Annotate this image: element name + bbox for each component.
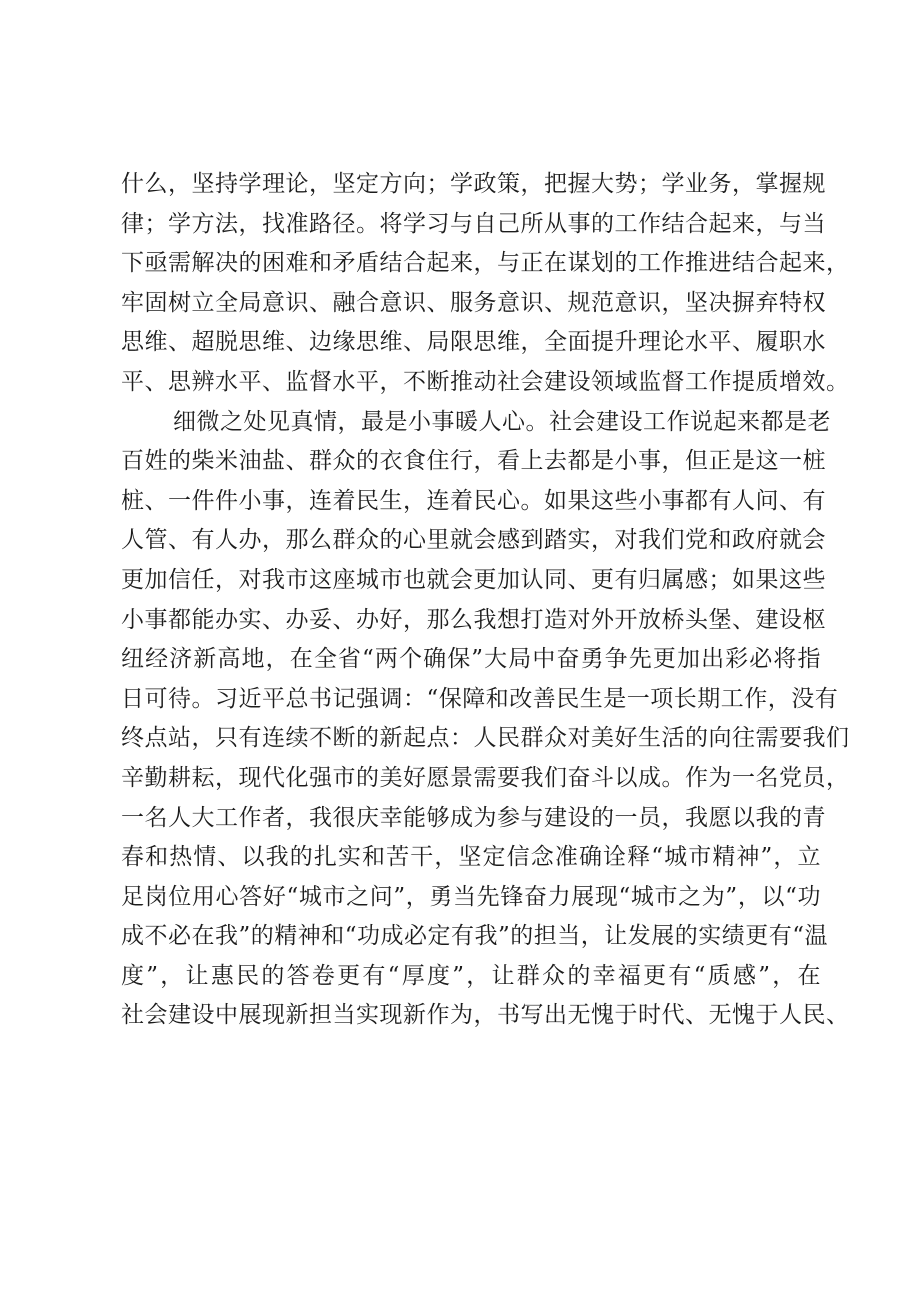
text-line: 更加信任，对我市这座城市也就会更加认同、更有归属感；如果这些 (121, 566, 826, 593)
text-line: 春和热情、以我的扎实和苦干，坚定信念准确诠释“城市精神”，立 (121, 844, 821, 871)
paragraph-first-line: 细微之处见真情，最是小事暖人心。社会建设工作说起来都是老 (173, 408, 831, 435)
text-line: 小事都能办实、办妥、办好，那么我想打造对外开放桥头堡、建设枢 (121, 606, 826, 633)
text-line: 日可待。习近平总书记强调：“保障和改善民生是一项长期工作，没有 (121, 685, 839, 712)
text-line: 辛勤耕耘，现代化强市的美好愿景需要我们奋斗以成。作为一名党员， (121, 764, 850, 791)
text-line: 度”，让惠民的答卷更有“厚度”，让群众的幸福更有“质感”，在 (121, 962, 821, 989)
text-line: 下亟需解决的困难和矛盾结合起来，与正在谋划的工作推进结合起来， (121, 250, 850, 277)
text-line: 终点站，只有连续不断的新起点：人民群众对美好生活的向往需要我们 (121, 725, 850, 752)
text-line: 一名人大工作者，我很庆幸能够成为参与建设的一员，我愿以我的青 (121, 804, 826, 831)
text-line: 牢固树立全局意识、融合意识、服务意识、规范意识，坚决摒弃特权 (121, 289, 826, 316)
text-line: 思维、超脱思维、边缘思维、局限思维，全面提升理论水平、履职水 (121, 329, 826, 356)
text-line: 平、思辨水平、监督水平，不断推动社会建设领域监督工作提质增效。 (121, 368, 850, 395)
text-line: 律；学方法，找准路径。将学习与自己所从事的工作结合起来，与当 (121, 210, 826, 237)
body-text (121, 165, 850, 1036)
text-line: 纽经济新高地，在全省“两个确保”大局中奋勇争先更加出彩必将指 (121, 646, 821, 673)
text-line: 成不必在我”的精神和“功成必定有我”的担当，让发展的实绩更有“温 (121, 923, 829, 950)
text-line: 什么，坚持学理论，坚定方向；学政策，把握大势；学业务，掌握规 (121, 171, 826, 197)
text-line: 社会建设中展现新担当实现新作为，书写出无愧于时代、无愧于人民、 (121, 1002, 850, 1029)
text-line: 足岗位用心答好“城市之问”，勇当先锋奋力展现“城市之为”，以“功 (121, 883, 821, 910)
text-line: 百姓的柴米油盐、群众的衣食住行，看上去都是小事，但正是这一桩 (121, 448, 826, 475)
text-line: 桩、一件件小事，连着民生，连着民心。如果这些小事都有人问、有 (121, 487, 826, 514)
text-line: 人管、有人办，那么群众的心里就会感到踏实，对我们党和政府就会 (121, 527, 826, 554)
